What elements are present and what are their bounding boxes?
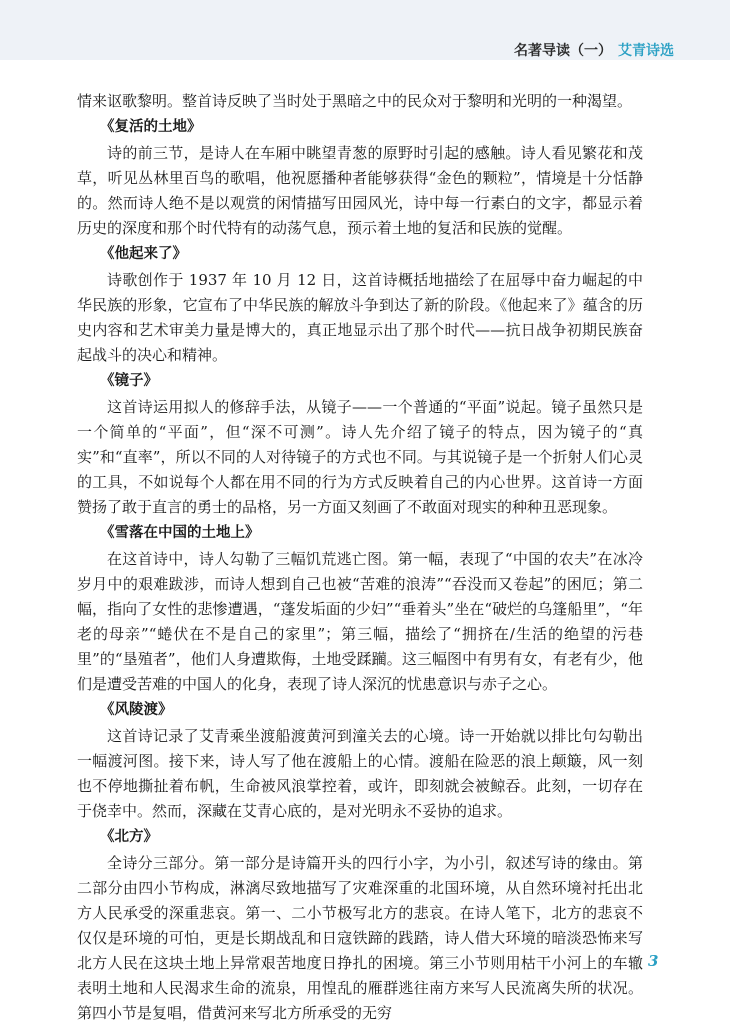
intro-paragraph: 情来讴歌黎明。整首诗反映了当时处于黑暗之中的民众对于黎明和光明的一种渴望。 [77, 92, 633, 110]
header-book-title: 艾青诗选 [618, 43, 674, 59]
section-body-fenglingdu: 这首诗记录了艾青乘坐渡船渡黄河到潼关去的心境。诗一开始就以排比句勾勒出一幅渡河图。接下来，诗人写了他在渡船上的心情。渡船在险恶的浪上颠簸，风一刻也不停地撕扯着布帆，生命被风浪掌控着，或许，即刻就会被鲸吞。此刻，一切存在于侥幸中。然而，深藏在艾青心底的，是对光明永不妥协的追求。 [77, 727, 643, 820]
page-content [77, 89, 643, 1026]
section-body-beifang: 全诗分三部分。第一部分是诗篇开头的四行小字，为小引，叙述写诗的缘由。第二部分由四小节构成，淋漓尽致地描写了灾难深重的北国环境，从自然环境衬托出北方人民承受的深重悲哀。第一、二小节极写北方的悲哀。在诗人笔下，北方的悲哀不仅仅是环境的可怕，更是长期战乱和日寇铁蹄的践踏，诗人借大环境的暗淡恐怖来写北方人民在这块土地上异常艰苦地度日挣扎的困境。第三小节则用枯干小河上的车辙表明土地和人民渴求生命的流泉，用惶乱的雁群逃往南方来写人民流离失所的状况。第四小节是复唱，借黄河来写北方所承受的无穷 [77, 854, 643, 1022]
section-heading-fuhuo: 《复活的土地》 [100, 119, 202, 135]
header-series-title: 名著导读（一） [514, 43, 612, 59]
section-body-jingzi: 这首诗运用拟人的修辞手法，从镜子——一个普通的“平面”说起。镜子虽然只是一个简单的“平面”，但“深不可测”。诗人先介绍了镜子的特点，因为镜子的“真实”和“直率”，所以不同的人对待镜子的方式也不同。与其说镜子是一个折射人们心灵的工具，不如说每个人都在用不同的行为方式反映着自己的内心世界。这首诗一方面赞扬了敢于直言的勇士的品格，另一方面又刻画了不敢面对现实的种种丑恶现象。 [77, 398, 643, 516]
section-heading-jingzi: 《镜子》 [100, 373, 158, 389]
section-heading-beifang: 《北方》 [100, 829, 158, 845]
page-header [0, 0, 730, 60]
section-body-xueluo: 在这首诗中，诗人勾勒了三幅饥荒逃亡图。第一幅，表现了“中国的农夫”在冰冷岁月中的艰难跋涉，而诗人想到自己也被“苦难的浪涛”“吞没而又卷起”的困厄；第二幅，指向了女性的悲惨遭遇，“蓬发垢面的少妇”“垂着头”坐在“破烂的乌篷船里”，“年老的母亲”“蜷伏在不是自己的家里”；第三幅，描绘了“拥挤在/生活的绝望的污巷里”的“垦殖者”，他们人身遭欺侮，土地受蹂躏。这三幅图中有男有女，有老有少，他们是遭受苦难的中国人的化身，表现了诗人深沉的忧患意识与赤子之心。 [77, 550, 643, 693]
section-heading-taqilai: 《他起来了》 [100, 246, 187, 262]
section-body-taqilai: 诗歌创作于 1937 年 10 月 12 日，这首诗概括地描绘了在屈辱中奋力崛起的中华民族的形象，它宣布了中华民族的解放斗争到达了新的阶段。《他起来了》蕴含的历史内容和艺术审美力量是博大的，真正地显示出了那个时代——抗日战争初期民族奋起战斗的决心和精神。 [77, 271, 643, 364]
section-heading-fenglingdu: 《风陵渡》 [100, 702, 173, 718]
section-body-fuhuo: 诗的前三节，是诗人在车厢中眺望青葱的原野时引起的感触。诗人看见繁花和茂草，听见丛林里百鸟的歌唱，他祝愿播种者能够获得“金色的颗粒”，情境是十分恬静的。然而诗人绝不是以观赏的闲情描写田园风光，诗中每一行素白的文字，都显示着历史的深度和那个时代特有的动荡气息，预示着土地的复活和民族的觉醒。 [77, 144, 643, 237]
section-heading-xueluo: 《雪落在中国的土地上》 [100, 525, 260, 541]
page-number: 3 [648, 952, 659, 970]
